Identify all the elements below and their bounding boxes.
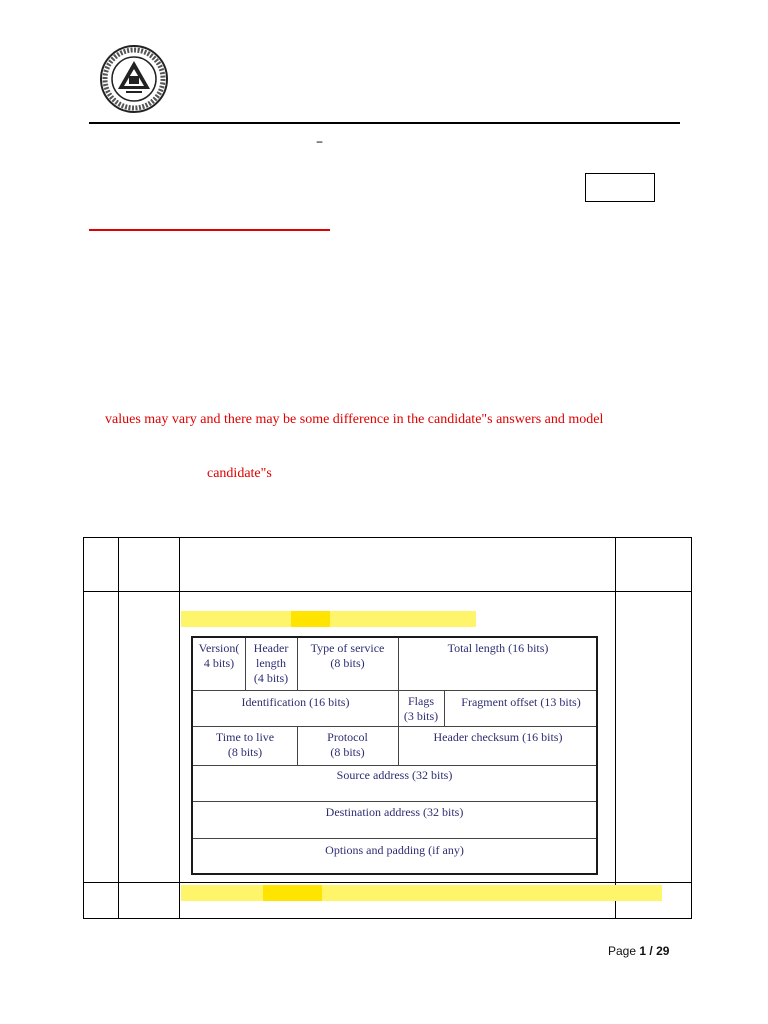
field-source-address: Source address (32 bits) xyxy=(336,768,453,782)
field-time-to-live: Time to live (8 bits) xyxy=(215,730,275,759)
page-number: Page 1 / 29 xyxy=(608,944,670,958)
instruction-note-line1: values may vary and there may be some difference in the candidate"s answers and model xyxy=(105,412,604,427)
field-identification: Identification (16 bits) xyxy=(241,695,350,709)
board-logo xyxy=(96,44,172,114)
header-dash: – xyxy=(316,134,323,150)
subject-code-box xyxy=(585,173,655,202)
row-divider xyxy=(84,591,691,592)
row-divider xyxy=(84,882,691,883)
diagram-row-line xyxy=(193,765,596,766)
column-divider xyxy=(179,538,180,918)
highlighted-answer-heading xyxy=(181,885,662,901)
diagram-row-line xyxy=(193,726,596,727)
header-rule xyxy=(89,122,680,124)
highlighted-keyword xyxy=(263,885,322,901)
diagram-row-line xyxy=(193,801,596,802)
diagram-row-line xyxy=(193,690,596,691)
field-protocol: Protocol (8 bits) xyxy=(327,730,368,759)
instruction-note-line2: candidate"s xyxy=(207,466,272,481)
field-destination-address: Destination address (32 bits) xyxy=(325,805,464,819)
diagram-row-line xyxy=(193,838,596,839)
field-type-of-service: Type of service (8 bits) xyxy=(310,641,385,670)
important-instructions-underline xyxy=(89,229,330,231)
field-header-checksum: Header checksum (16 bits) xyxy=(433,730,563,744)
highlighted-keyword xyxy=(291,611,330,627)
ip-header-diagram xyxy=(191,636,598,875)
column-divider xyxy=(118,538,119,918)
field-header-length: Header length (4 bits) xyxy=(253,641,289,685)
field-flags: Flags (3 bits) xyxy=(403,694,439,723)
field-options-padding: Options and padding (if any) xyxy=(325,843,464,857)
column-divider xyxy=(615,538,616,918)
field-total-length: Total length (16 bits) xyxy=(447,641,549,655)
field-version: Version( 4 bits) xyxy=(198,641,240,670)
field-fragment-offset: Fragment offset (13 bits) xyxy=(461,695,581,709)
